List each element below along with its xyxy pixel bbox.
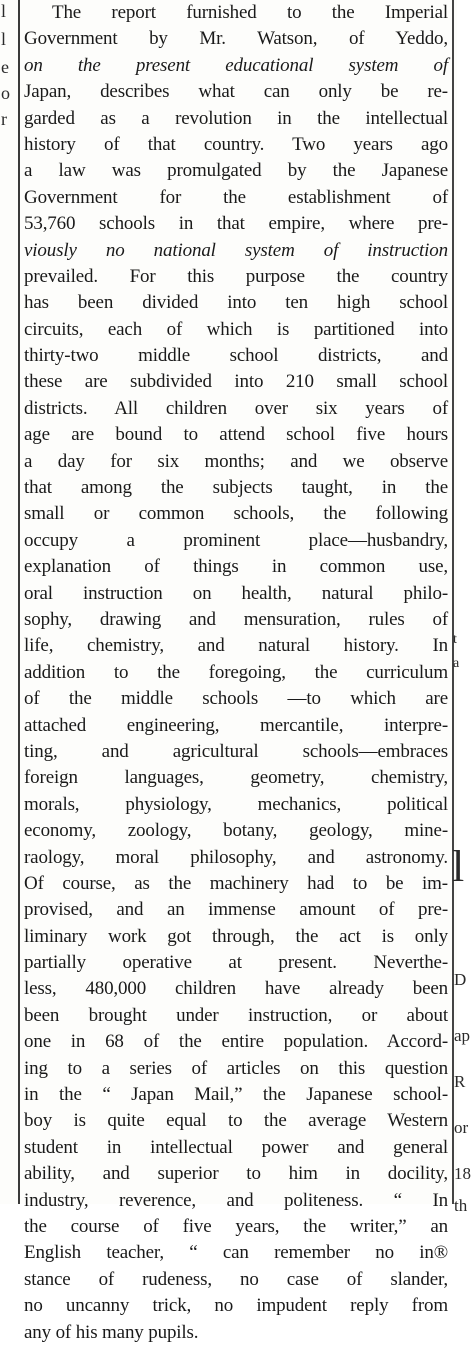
- article-line: sophy, drawing and mensuration, rules of: [24, 608, 448, 630]
- article-line: less, 480,000 children have already been: [24, 978, 448, 1000]
- right-fragment: l: [452, 842, 465, 891]
- left-fragment: o: [1, 83, 10, 103]
- article-line: addition to the foregoing, the curriculum: [24, 661, 448, 683]
- article-line: a law was promulgated by the Japanese: [24, 160, 448, 182]
- article-line: on the present educational system of: [24, 54, 448, 76]
- article-line: industry, reverence, and politeness. “ In: [24, 1189, 448, 1211]
- article-line: explanation of things in common use,: [24, 556, 448, 578]
- article-line: garded as a revolution in the intellectual: [24, 107, 448, 129]
- right-column-fragments: [452, 0, 471, 1215]
- article-line: boy is quite equal to the average Western: [24, 1110, 448, 1132]
- article-line: 53,760 schools in that empire, where pre-: [24, 213, 448, 235]
- column-divider-right: [452, 0, 454, 1204]
- article-line: attached engineering, mercantile, interpre-: [24, 714, 448, 736]
- right-fragment: 18: [454, 1164, 471, 1183]
- article-line: Government by Mr. Watson, of Yeddo,: [24, 28, 448, 50]
- article-line: raology, moral philosophy, and astronomy.: [24, 846, 448, 868]
- article-line: in the “ Japan Mail,” the Japanese school-: [24, 1084, 448, 1106]
- article-line: a day for six months; and we observe: [24, 450, 448, 472]
- right-fragment: ap: [454, 1026, 471, 1045]
- article-line: been brought under instruction, or about: [24, 1004, 448, 1026]
- article-line: Government for the establishment of: [24, 186, 448, 208]
- article-line: thirty-two middle school districts, and: [24, 345, 448, 367]
- right-fragment: R: [454, 1072, 466, 1091]
- right-fragment: a: [453, 656, 460, 671]
- article-line: ability, and superior to him in docility,: [24, 1163, 448, 1185]
- article-line: ting, and agricultural schools—embraces: [24, 740, 448, 762]
- right-fragment: t: [453, 632, 457, 647]
- article-line: no uncanny trick, no impudent reply from: [24, 1295, 448, 1317]
- article-line: occupy a prominent place—husbandry,: [24, 529, 448, 551]
- article-line: partially operative at present. Neverthe-: [24, 952, 448, 974]
- right-fragment: or: [454, 1118, 469, 1137]
- article-line: small or common schools, the following: [24, 503, 448, 525]
- article-line: English teacher, “ can remember no in®: [24, 1242, 448, 1264]
- article-line: stance of rudeness, no case of slander,: [24, 1268, 448, 1290]
- article-line: that among the subjects taught, in the: [24, 477, 448, 499]
- left-fragment: e: [1, 57, 9, 77]
- column-divider-left: [18, 0, 20, 1204]
- left-fragment: r: [1, 109, 7, 129]
- right-fragment: th: [454, 1196, 468, 1215]
- article-line: districts. All children over six years of: [24, 397, 448, 419]
- left-fragment: l: [1, 1, 7, 21]
- article-line: these are subdivided into 210 small school: [24, 371, 448, 393]
- article-line: Japan, describes what can only be re-: [24, 81, 448, 103]
- article-line: ing to a series of articles on this question: [24, 1057, 448, 1079]
- article-line: viously no national system of instruction: [24, 239, 448, 261]
- article-line: morals, physiology, mechanics, political: [24, 793, 448, 815]
- article-line: has been divided into ten high school: [24, 292, 448, 314]
- article-line: the course of five years, the writer,” an: [24, 1215, 448, 1237]
- article-line: Of course, as the machinery had to be im-: [24, 872, 448, 894]
- left-column-fragments: [0, 0, 18, 1204]
- article-line: prevailed. For this purpose the country: [24, 265, 448, 287]
- article-line: history of that country. Two years ago: [24, 133, 448, 155]
- article-line: student in intellectual power and general: [24, 1136, 448, 1158]
- article-line: life, chemistry, and natural history. In: [24, 635, 448, 657]
- article-line: The report furnished to the Imperial: [52, 2, 448, 23]
- article-line: provised, and an immense amount of pre-: [24, 899, 448, 921]
- left-fragment: l: [1, 29, 7, 49]
- article-line: circuits, each of which is partitioned into: [24, 318, 448, 340]
- article-body: [24, 0, 448, 1343]
- article-line: any of his many pupils.: [24, 1321, 199, 1343]
- article-line: liminary work got through, the act is only: [24, 925, 448, 947]
- right-fragment: D: [454, 970, 467, 989]
- article-line: economy, zoology, botany, geology, mine-: [24, 820, 448, 842]
- article-line: of the middle schools —to which are: [24, 688, 448, 710]
- article-line: one in 68 of the entire population. Accord-: [24, 1031, 448, 1053]
- article-line: foreign languages, geometry, chemistry,: [24, 767, 448, 789]
- article-line: age are bound to attend school five hours: [24, 424, 448, 446]
- article-line: oral instruction on health, natural philo-: [24, 582, 448, 604]
